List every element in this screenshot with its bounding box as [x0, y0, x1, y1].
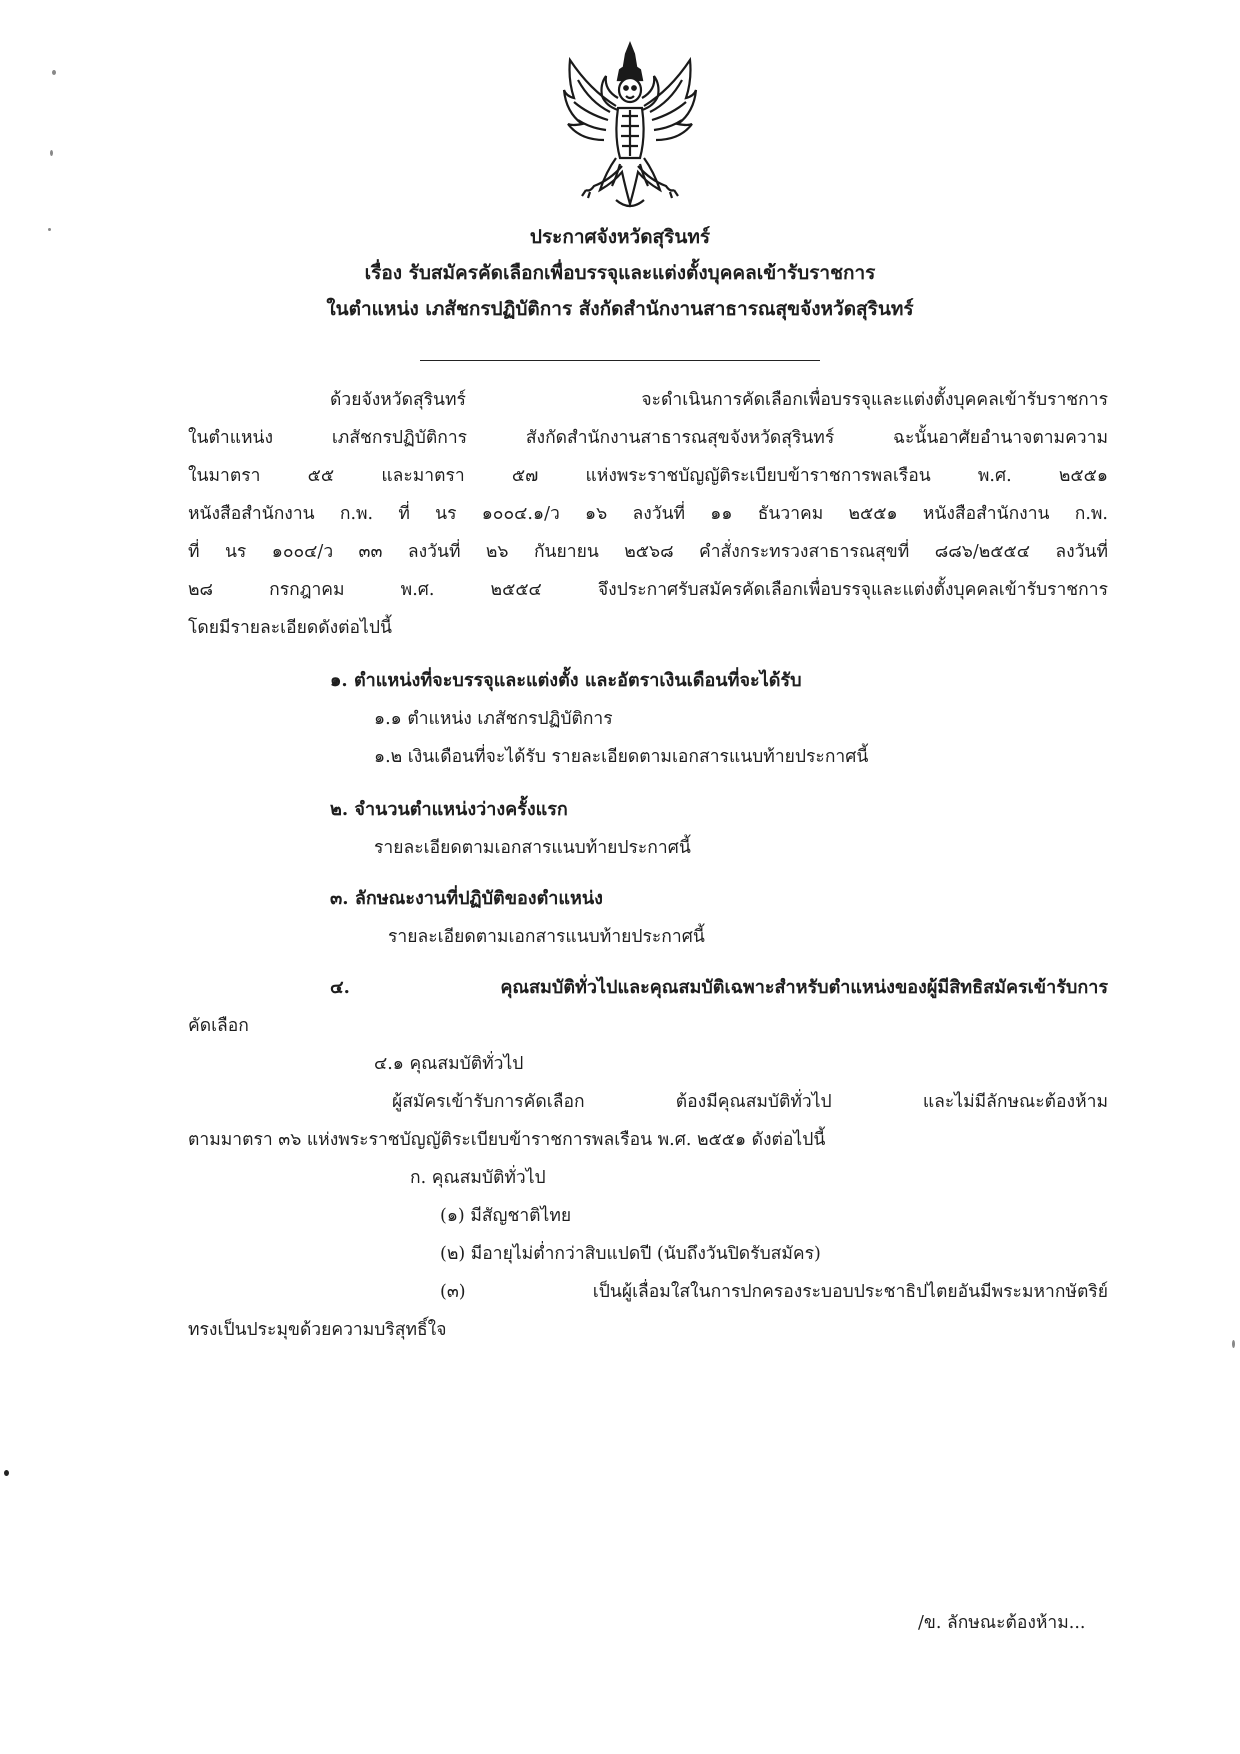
title-divider: [420, 360, 820, 361]
intro-line: ในตำแหน่ง เภสัชกรปฏิบัติการ สังกัดสำนักงานสาธารณสุขจังหวัดสุรินทร์ ฉะนั้นอาศัยอำนาจตามความ: [188, 428, 1108, 448]
section-1-item-1: ๑.๑ ตำแหน่ง เภสัชกรปฏิบัติการ: [374, 709, 613, 729]
qualification-group-a: ก. คุณสมบัติทั่วไป: [410, 1168, 546, 1188]
announcement-title: ประกาศจังหวัดสุรินทร์: [529, 226, 711, 248]
qualification-item-3-cont: ทรงเป็นประมุขด้วยความบริสุทธิ์ใจ: [188, 1320, 447, 1340]
scan-speck: [52, 70, 56, 75]
intro-line: หนังสือสำนักงาน ก.พ. ที่ นร ๑๐๐๔.๑/ว ๑๖ ลงวันที่ ๑๑ ธันวาคม ๒๕๕๑ หนังสือสำนักงาน ก.พ.: [188, 504, 1108, 524]
announcement-subject: เรื่อง รับสมัครคัดเลือกเพื่อบรรจุและแต่งตั้งบุคคลเข้ารับราชการ: [364, 262, 876, 284]
section-3-heading: ๓. ลักษณะงานที่ปฏิบัติของตำแหน่ง: [330, 888, 603, 909]
scan-speck: [48, 228, 51, 231]
intro-line: ที่ นร ๑๐๐๔/ว ๓๓ ลงวันที่ ๒๖ กันยายน ๒๕๖๘ คำสั่งกระทรวงสาธารณสุขที่ ๘๘๖/๒๕๕๔ ลงวันที่: [188, 542, 1108, 562]
section-1-heading: ๑. ตำแหน่งที่จะบรรจุและแต่งตั้ง และอัตราเงินเดือนที่จะได้รับ: [330, 670, 802, 691]
scan-speck: [4, 1470, 9, 1476]
section-2-body: รายละเอียดตามเอกสารแนบท้ายประกาศนี้: [374, 838, 691, 858]
scan-speck: [50, 150, 53, 156]
intro-line: โดยมีรายละเอียดดังต่อไปนี้: [188, 618, 392, 638]
section-4-1-heading: ๔.๑ คุณสมบัติทั่วไป: [374, 1054, 524, 1074]
intro-line: ในมาตรา ๕๕ และมาตรา ๕๗ แห่งพระราชบัญญัติระเบียบข้าราชการพลเรือน พ.ศ. ๒๕๕๑: [188, 466, 1108, 486]
garuda-emblem-icon: [560, 40, 700, 220]
section-4-1-paragraph: ผู้สมัครเข้ารับการคัดเลือก ต้องมีคุณสมบัติทั่วไป และไม่มีลักษณะต้องห้าม: [392, 1092, 1108, 1112]
announcement-position: ในตำแหน่ง เภสัชกรปฏิบัติการ สังกัดสำนักงานสาธารณสุขจังหวัดสุรินทร์: [326, 298, 914, 320]
qualification-item-3: (๓) เป็นผู้เลื่อมใสในการปกครองระบอบประชาธิปไตยอันมีพระมหากษัตริย์: [440, 1282, 1108, 1302]
section-4-heading-cont: คัดเลือก: [188, 1016, 249, 1036]
qualification-item-2: (๒) มีอายุไม่ต่ำกว่าสิบแปดปี (นับถึงวันปิดรับสมัคร): [440, 1244, 821, 1264]
section-4-heading: ๔. คุณสมบัติทั่วไปและคุณสมบัติเฉพาะสำหรับตำแหน่งของผู้มีสิทธิสมัครเข้ารับการ: [330, 977, 1108, 998]
intro-line: ๒๘ กรกฎาคม พ.ศ. ๒๕๕๔ จึงประกาศรับสมัครคัดเลือกเพื่อบรรจุและแต่งตั้งบุคคลเข้ารับราชการ: [188, 580, 1108, 600]
scan-speck: [1232, 1340, 1235, 1348]
section-4-1-paragraph-cont: ตามมาตรา ๓๖ แห่งพระราชบัญญัติระเบียบข้าราชการพลเรือน พ.ศ. ๒๕๕๑ ดังต่อไปนี้: [188, 1130, 826, 1150]
section-2-heading: ๒. จำนวนตำแหน่งว่างครั้งแรก: [330, 799, 568, 820]
section-1-item-2: ๑.๒ เงินเดือนที่จะได้รับ รายละเอียดตามเอกสารแนบท้ายประกาศนี้: [374, 747, 869, 767]
section-3-body: รายละเอียดตามเอกสารแนบท้ายประกาศนี้: [388, 927, 705, 947]
continuation-note: /ข. ลักษณะต้องห้าม...: [918, 1613, 1086, 1633]
qualification-item-1: (๑) มีสัญชาติไทย: [440, 1206, 572, 1226]
intro-line: ด้วยจังหวัดสุรินทร์ จะดำเนินการคัดเลือกเพื่อบรรจุและแต่งตั้งบุคคลเข้ารับราชการ: [330, 390, 1108, 410]
